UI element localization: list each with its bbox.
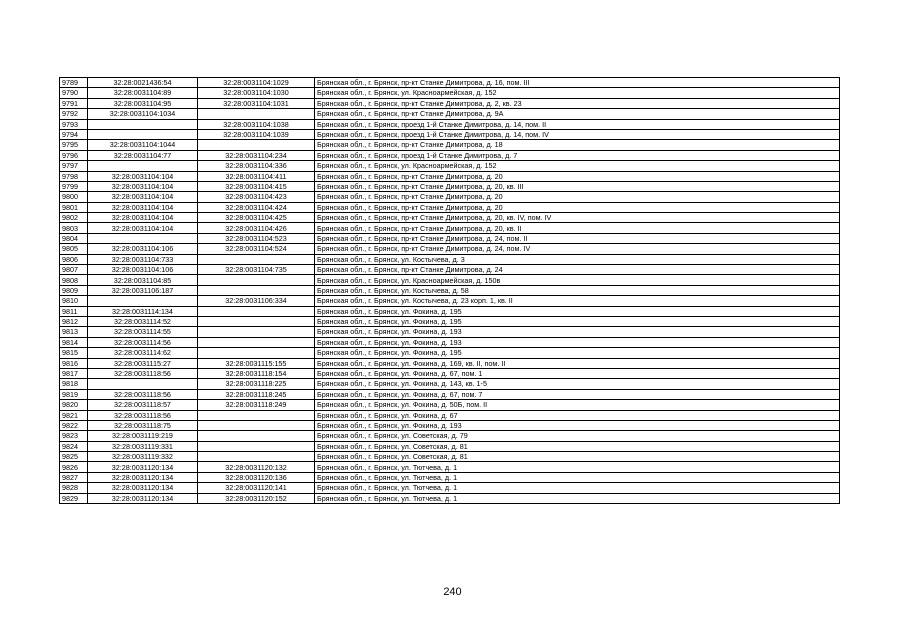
table-row	[60, 379, 840, 389]
table-row	[60, 306, 840, 316]
row-number-cell: 9792	[60, 109, 88, 119]
cadastral-number-cell	[88, 161, 198, 171]
table-row	[60, 358, 840, 368]
address-cell: Брянская обл., г. Брянск, ул. Фокина, д. 195	[315, 348, 840, 358]
table-row	[60, 348, 840, 358]
object-number-cell	[198, 410, 315, 420]
table-row	[60, 452, 840, 462]
table-row	[60, 493, 840, 503]
object-number-cell	[198, 431, 315, 441]
address-cell: Брянская обл., г. Брянск, ул. Тютчева, д. 1	[315, 483, 840, 493]
row-number-cell: 9810	[60, 296, 88, 306]
cadastral-number-cell	[88, 296, 198, 306]
cadastral-table	[59, 77, 840, 504]
cadastral-number-cell	[88, 233, 198, 243]
row-number-cell: 9828	[60, 483, 88, 493]
table-row	[60, 233, 840, 243]
row-number-cell: 9789	[60, 78, 88, 88]
cadastral-number-cell: 32:28:0031104:104	[88, 202, 198, 212]
address-cell: Брянская обл., г. Брянск, пр-кт Станке Димитрова, д. 18	[315, 140, 840, 150]
table-row	[60, 181, 840, 191]
object-number-cell: 32:28:0031120:152	[198, 493, 315, 503]
object-number-cell: 32:28:0031104:336	[198, 161, 315, 171]
object-number-cell: 32:28:0031106:334	[198, 296, 315, 306]
row-number-cell: 9825	[60, 452, 88, 462]
object-number-cell	[198, 452, 315, 462]
cadastral-number-cell: 32:28:0031115:27	[88, 358, 198, 368]
object-number-cell: 32:28:0031104:426	[198, 223, 315, 233]
page-number: 240	[443, 586, 462, 598]
row-number-cell: 9821	[60, 410, 88, 420]
table-row	[60, 265, 840, 275]
row-number-cell: 9809	[60, 285, 88, 295]
address-cell: Брянская обл., г. Брянск, пр-кт Станке Димитрова, д. 20	[315, 171, 840, 181]
table-row	[60, 192, 840, 202]
row-number-cell: 9824	[60, 441, 88, 451]
row-number-cell: 9813	[60, 327, 88, 337]
object-number-cell: 32:28:0031104:1031	[198, 98, 315, 108]
cadastral-number-cell: 32:28:0031118:75	[88, 420, 198, 430]
object-number-cell	[198, 420, 315, 430]
cadastral-number-cell: 32:28:0031106:187	[88, 285, 198, 295]
address-cell: Брянская обл., г. Брянск, проезд 1-й Станке Димитрова, д. 7	[315, 150, 840, 160]
table-row	[60, 161, 840, 171]
cadastral-number-cell: 32:28:0031104:733	[88, 254, 198, 264]
cadastral-number-cell: 32:28:0031104:104	[88, 181, 198, 191]
cadastral-number-cell: 32:28:0031114:56	[88, 337, 198, 347]
cadastral-number-cell: 32:28:0031119:331	[88, 441, 198, 451]
object-number-cell: 32:28:0031118:225	[198, 379, 315, 389]
table-row	[60, 410, 840, 420]
address-cell: Брянская обл., г. Брянск, ул. Красноармейская, д. 150в	[315, 275, 840, 285]
address-cell: Брянская обл., г. Брянск, пр-кт Станке Димитрова, д. 2, кв. 23	[315, 98, 840, 108]
address-cell: Брянская обл., г. Брянск, пр-кт Станке Димитрова, д. 9А	[315, 109, 840, 119]
row-number-cell: 9819	[60, 389, 88, 399]
object-number-cell	[198, 140, 315, 150]
table-row	[60, 129, 840, 139]
address-cell: Брянская обл., г. Брянск, ул. Фокина, д. 193	[315, 337, 840, 347]
cadastral-number-cell: 32:28:0031104:104	[88, 213, 198, 223]
cadastral-number-cell: 32:28:0031114:62	[88, 348, 198, 358]
table-row	[60, 327, 840, 337]
object-number-cell: 32:28:0031104:1038	[198, 119, 315, 129]
cadastral-number-cell: 32:28:0031120:134	[88, 483, 198, 493]
table-row	[60, 483, 840, 493]
cadastral-number-cell	[88, 379, 198, 389]
object-number-cell: 32:28:0031104:1039	[198, 129, 315, 139]
row-number-cell: 9812	[60, 316, 88, 326]
table-row	[60, 285, 840, 295]
row-number-cell: 9808	[60, 275, 88, 285]
object-number-cell	[198, 275, 315, 285]
cadastral-number-cell: 32:28:0031118:57	[88, 400, 198, 410]
object-number-cell	[198, 306, 315, 316]
address-cell: Брянская обл., г. Брянск, ул. Фокина, д. 50Б, пом. II	[315, 400, 840, 410]
table-row	[60, 150, 840, 160]
table-row	[60, 420, 840, 430]
table-row	[60, 275, 840, 285]
cadastral-number-cell: 32:28:0031114:52	[88, 316, 198, 326]
cadastral-number-cell: 32:28:0031119:219	[88, 431, 198, 441]
cadastral-number-cell: 32:28:0031104:85	[88, 275, 198, 285]
address-cell: Брянская обл., г. Брянск, пр-кт Станке Димитрова, д. 20, кв. II	[315, 223, 840, 233]
row-number-cell: 9791	[60, 98, 88, 108]
row-number-cell: 9822	[60, 420, 88, 430]
object-number-cell: 32:28:0031104:1030	[198, 88, 315, 98]
row-number-cell: 9827	[60, 472, 88, 482]
table-body	[60, 78, 840, 504]
row-number-cell: 9793	[60, 119, 88, 129]
address-cell: Брянская обл., г. Брянск, ул. Фокина, д. 67, пом. 7	[315, 389, 840, 399]
row-number-cell: 9797	[60, 161, 88, 171]
address-cell: Брянская обл., г. Брянск, пр-кт Станке Димитрова, д. 24, пом. IV	[315, 244, 840, 254]
object-number-cell: 32:28:0031120:141	[198, 483, 315, 493]
table-row	[60, 254, 840, 264]
object-number-cell: 32:28:0031104:425	[198, 213, 315, 223]
address-cell: Брянская обл., г. Брянск, ул. Тютчева, д. 1	[315, 472, 840, 482]
object-number-cell	[198, 109, 315, 119]
row-number-cell: 9815	[60, 348, 88, 358]
address-cell: Брянская обл., г. Брянск, ул. Фокина, д. 67	[315, 410, 840, 420]
table-row	[60, 109, 840, 119]
row-number-cell: 9802	[60, 213, 88, 223]
address-cell: Брянская обл., г. Брянск, ул. Фокина, д. 169, кв. II, пом. II	[315, 358, 840, 368]
table-row	[60, 140, 840, 150]
table-row	[60, 244, 840, 254]
object-number-cell: 32:28:0031104:1029	[198, 78, 315, 88]
object-number-cell	[198, 285, 315, 295]
address-cell: Брянская обл., г. Брянск, ул. Красноармейская, д. 152	[315, 161, 840, 171]
object-number-cell: 32:28:0031104:423	[198, 192, 315, 202]
row-number-cell: 9818	[60, 379, 88, 389]
address-cell: Брянская обл., г. Брянск, ул. Фокина, д. 193	[315, 327, 840, 337]
object-number-cell	[198, 337, 315, 347]
cadastral-number-cell: 32:28:0031119:332	[88, 452, 198, 462]
table-row	[60, 389, 840, 399]
address-cell: Брянская обл., г. Брянск, проезд 1-й Станке Димитрова, д. 14, пом. II	[315, 119, 840, 129]
row-number-cell: 9814	[60, 337, 88, 347]
object-number-cell	[198, 348, 315, 358]
row-number-cell: 9796	[60, 150, 88, 160]
object-number-cell: 32:28:0031120:132	[198, 462, 315, 472]
row-number-cell: 9799	[60, 181, 88, 191]
row-number-cell: 9820	[60, 400, 88, 410]
cadastral-number-cell: 32:28:0031104:106	[88, 265, 198, 275]
object-number-cell	[198, 254, 315, 264]
address-cell: Брянская обл., г. Брянск, ул. Фокина, д. 143, кв. 1-5	[315, 379, 840, 389]
row-number-cell: 9800	[60, 192, 88, 202]
table-row	[60, 223, 840, 233]
object-number-cell: 32:28:0031118:154	[198, 368, 315, 378]
address-cell: Брянская обл., г. Брянск, ул. Фокина, д. 195	[315, 306, 840, 316]
address-cell: Брянская обл., г. Брянск, ул. Костычева, д. 58	[315, 285, 840, 295]
row-number-cell: 9801	[60, 202, 88, 212]
cadastral-number-cell: 32:28:0031120:134	[88, 472, 198, 482]
address-cell: Брянская обл., г. Брянск, ул. Тютчева, д. 1	[315, 462, 840, 472]
row-number-cell: 9807	[60, 265, 88, 275]
table-row	[60, 337, 840, 347]
table-row	[60, 202, 840, 212]
cadastral-number-cell: 32:28:0031118:56	[88, 368, 198, 378]
address-cell: Брянская обл., г. Брянск, ул. Фокина, д. 67, пом. 1	[315, 368, 840, 378]
row-number-cell: 9826	[60, 462, 88, 472]
cadastral-number-cell: 32:28:0031120:134	[88, 462, 198, 472]
object-number-cell: 32:28:0031104:411	[198, 171, 315, 181]
object-number-cell: 32:28:0031104:415	[198, 181, 315, 191]
cadastral-number-cell: 32:28:0031114:134	[88, 306, 198, 316]
cadastral-number-cell: 32:28:0031118:56	[88, 389, 198, 399]
table-row	[60, 368, 840, 378]
address-cell: Брянская обл., г. Брянск, ул. Советская, д. 81	[315, 441, 840, 451]
cadastral-number-cell: 32:28:0031104:104	[88, 171, 198, 181]
table-row	[60, 296, 840, 306]
row-number-cell: 9829	[60, 493, 88, 503]
address-cell: Брянская обл., г. Брянск, пр-кт Станке Димитрова, д. 20, кв. III	[315, 181, 840, 191]
address-cell: Брянская обл., г. Брянск, ул. Красноармейская, д. 152	[315, 88, 840, 98]
cadastral-number-cell: 32:28:0031104:106	[88, 244, 198, 254]
table-row	[60, 171, 840, 181]
cadastral-number-cell: 32:28:0031104:1034	[88, 109, 198, 119]
cadastral-number-cell: 32:28:0031118:56	[88, 410, 198, 420]
table-row	[60, 98, 840, 108]
row-number-cell: 9817	[60, 368, 88, 378]
address-cell: Брянская обл., г. Брянск, пр-кт Станке Димитрова, д. 20, кв. IV, пом. IV	[315, 213, 840, 223]
row-number-cell: 9804	[60, 233, 88, 243]
table-row	[60, 462, 840, 472]
cadastral-number-cell	[88, 119, 198, 129]
object-number-cell: 32:28:0031115:155	[198, 358, 315, 368]
table-row	[60, 441, 840, 451]
address-cell: Брянская обл., г. Брянск, ул. Костычева, д. 3	[315, 254, 840, 264]
cadastral-number-cell: 32:28:0031104:89	[88, 88, 198, 98]
row-number-cell: 9794	[60, 129, 88, 139]
object-number-cell: 32:28:0031118:245	[198, 389, 315, 399]
cadastral-number-cell: 32:28:0021436:54	[88, 78, 198, 88]
table-row	[60, 119, 840, 129]
object-number-cell: 32:28:0031104:234	[198, 150, 315, 160]
object-number-cell: 32:28:0031120:136	[198, 472, 315, 482]
object-number-cell	[198, 441, 315, 451]
row-number-cell: 9811	[60, 306, 88, 316]
table-row	[60, 88, 840, 98]
cadastral-number-cell: 32:28:0031104:1044	[88, 140, 198, 150]
row-number-cell: 9823	[60, 431, 88, 441]
object-number-cell	[198, 327, 315, 337]
row-number-cell: 9798	[60, 171, 88, 181]
object-number-cell: 32:28:0031104:424	[198, 202, 315, 212]
address-cell: Брянская обл., г. Брянск, ул. Советская, д. 79	[315, 431, 840, 441]
address-cell: Брянская обл., г. Брянск, пр-кт Станке Димитрова, д. 20	[315, 192, 840, 202]
cadastral-number-cell: 32:28:0031104:95	[88, 98, 198, 108]
cadastral-number-cell: 32:28:0031104:104	[88, 223, 198, 233]
table-row	[60, 213, 840, 223]
address-cell: Брянская обл., г. Брянск, ул. Фокина, д. 195	[315, 316, 840, 326]
object-number-cell: 32:28:0031118:249	[198, 400, 315, 410]
address-cell: Брянская обл., г. Брянск, ул. Тютчева, д. 1	[315, 493, 840, 503]
table-row	[60, 431, 840, 441]
cadastral-number-cell: 32:28:0031104:77	[88, 150, 198, 160]
object-number-cell	[198, 316, 315, 326]
object-number-cell: 32:28:0031104:735	[198, 265, 315, 275]
address-cell: Брянская обл., г. Брянск, проезд 1-й Станке Димитрова, д. 14, пом. IV	[315, 129, 840, 139]
address-cell: Брянская обл., г. Брянск, пр-кт Станке Димитрова, д. 24	[315, 265, 840, 275]
cadastral-number-cell: 32:28:0031104:104	[88, 192, 198, 202]
row-number-cell: 9795	[60, 140, 88, 150]
row-number-cell: 9803	[60, 223, 88, 233]
row-number-cell: 9806	[60, 254, 88, 264]
row-number-cell: 9790	[60, 88, 88, 98]
table-row	[60, 400, 840, 410]
table-row	[60, 472, 840, 482]
cadastral-number-cell: 32:28:0031114:55	[88, 327, 198, 337]
address-cell: Брянская обл., г. Брянск, пр-кт Станке Димитрова, д. 16, пом. III	[315, 78, 840, 88]
table-row	[60, 78, 840, 88]
address-cell: Брянская обл., г. Брянск, ул. Советская, д. 81	[315, 452, 840, 462]
table-row	[60, 316, 840, 326]
address-cell: Брянская обл., г. Брянск, ул. Костычева, д. 23 корп. 1, кв. II	[315, 296, 840, 306]
cadastral-number-cell	[88, 129, 198, 139]
object-number-cell: 32:28:0031104:523	[198, 233, 315, 243]
address-cell: Брянская обл., г. Брянск, пр-кт Станке Димитрова, д. 24, пом. II	[315, 233, 840, 243]
row-number-cell: 9816	[60, 358, 88, 368]
object-number-cell: 32:28:0031104:524	[198, 244, 315, 254]
address-cell: Брянская обл., г. Брянск, пр-кт Станке Димитрова, д. 20	[315, 202, 840, 212]
cadastral-number-cell: 32:28:0031120:134	[88, 493, 198, 503]
address-cell: Брянская обл., г. Брянск, ул. Фокина, д. 193	[315, 420, 840, 430]
row-number-cell: 9805	[60, 244, 88, 254]
